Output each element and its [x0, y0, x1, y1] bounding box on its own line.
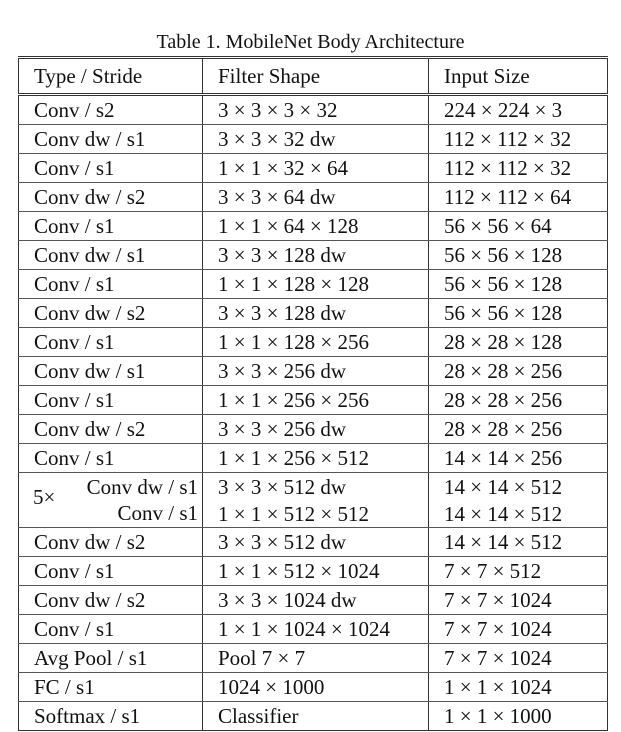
- table-row: [19, 154, 608, 183]
- table-row: [19, 557, 608, 586]
- cell-filter: 3 × 3 × 128 dw: [203, 299, 429, 328]
- cell-filter: 1 × 1 × 256 × 256: [203, 386, 429, 415]
- table-row: [19, 444, 608, 473]
- cell-filter: 3 × 3 × 256 dw: [203, 357, 429, 386]
- table-row: [19, 673, 608, 702]
- table-row: [19, 586, 608, 615]
- header-type-stride: Type / Stride: [19, 58, 203, 95]
- cell-type: Conv dw / s2: [19, 183, 203, 212]
- cell-filter: 1024 × 1000: [203, 673, 429, 702]
- cell-filter: 3 × 3 × 32 dw: [203, 125, 429, 154]
- cell-type: [19, 473, 203, 528]
- table-row: [19, 644, 608, 673]
- cell-type: Conv dw / s2: [19, 528, 203, 557]
- cell-filter: 1 × 1 × 128 × 128: [203, 270, 429, 299]
- cell-input: 1 × 1 × 1024: [429, 673, 608, 702]
- architecture-table: [18, 56, 608, 731]
- cell-type: Conv / s1: [19, 328, 203, 357]
- table-row: [19, 241, 608, 270]
- table-row: [19, 702, 608, 731]
- table-row: [19, 299, 608, 328]
- cell-type: Conv / s1: [19, 212, 203, 241]
- table-row: [19, 328, 608, 357]
- cell-filter: Pool 7 × 7: [203, 644, 429, 673]
- table-row: [19, 95, 608, 125]
- cell-input: 14 × 14 × 512: [429, 528, 608, 557]
- cell-type: Conv / s2: [19, 95, 203, 125]
- table-row: [19, 212, 608, 241]
- cell-input: 224 × 224 × 3: [429, 95, 608, 125]
- cell-input: 56 × 56 × 64: [429, 212, 608, 241]
- cell-type: Conv / s1: [19, 615, 203, 644]
- cell-filter: 3 × 3 × 512 dw: [203, 473, 429, 501]
- cell-filter: 3 × 3 × 256 dw: [203, 415, 429, 444]
- header-input-size: Input Size: [429, 58, 608, 95]
- table-row: [19, 615, 608, 644]
- cell-filter: 3 × 3 × 64 dw: [203, 183, 429, 212]
- cell-filter: 1 × 1 × 64 × 128: [203, 212, 429, 241]
- cell-type: Avg Pool / s1: [19, 644, 203, 673]
- cell-type: Conv / s1: [19, 270, 203, 299]
- cell-type: Conv dw / s1: [19, 241, 203, 270]
- cell-input: 56 × 56 × 128: [429, 270, 608, 299]
- cell-filter: 3 × 3 × 3 × 32: [203, 95, 429, 125]
- header-filter-shape: Filter Shape: [203, 58, 429, 95]
- cell-filter: 3 × 3 × 1024 dw: [203, 586, 429, 615]
- cell-input: 7 × 7 × 1024: [429, 586, 608, 615]
- cell-filter: 1 × 1 × 1024 × 1024: [203, 615, 429, 644]
- cell-filter: 1 × 1 × 512 × 1024: [203, 557, 429, 586]
- cell-type: Conv / s1: [19, 154, 203, 183]
- cell-input: 14 × 14 × 512: [429, 500, 608, 528]
- cell-type: Conv / s1: [19, 386, 203, 415]
- repeat-multiplier-label: 5×: [33, 485, 56, 509]
- cell-filter: 1 × 1 × 128 × 256: [203, 328, 429, 357]
- cell-filter: 1 × 1 × 512 × 512: [203, 500, 429, 528]
- cell-input: 56 × 56 × 128: [429, 241, 608, 270]
- table-row: [19, 357, 608, 386]
- cell-input: 112 × 112 × 32: [429, 125, 608, 154]
- cell-input: 1 × 1 × 1000: [429, 702, 608, 731]
- cell-type: Conv / s1: [19, 557, 203, 586]
- cell-input: 7 × 7 × 1024: [429, 615, 608, 644]
- cell-type: FC / s1: [19, 673, 203, 702]
- cell-filter: Classifier: [203, 702, 429, 731]
- cell-input: 7 × 7 × 1024: [429, 644, 608, 673]
- cell-input: 28 × 28 × 128: [429, 328, 608, 357]
- cell-input: 28 × 28 × 256: [429, 386, 608, 415]
- header-row: [19, 58, 608, 95]
- cell-type: Conv dw / s1: [19, 125, 203, 154]
- cell-filter: 1 × 1 × 256 × 512: [203, 444, 429, 473]
- cell-input: 112 × 112 × 64: [429, 183, 608, 212]
- table-row: [19, 386, 608, 415]
- cell-type: Conv dw / s2: [19, 586, 203, 615]
- table-row: [19, 528, 608, 557]
- cell-input: 14 × 14 × 512: [429, 473, 608, 501]
- cell-filter: 3 × 3 × 512 dw: [203, 528, 429, 557]
- table-row: [19, 125, 608, 154]
- cell-input: 28 × 28 × 256: [429, 415, 608, 444]
- table-row: [19, 183, 608, 212]
- table-row-repeated: [19, 473, 608, 501]
- repeated-type-stride: Conv dw / s1: [86, 475, 198, 499]
- cell-input: 28 × 28 × 256: [429, 357, 608, 386]
- cell-type: Conv dw / s2: [19, 299, 203, 328]
- cell-input: 7 × 7 × 512: [429, 557, 608, 586]
- cell-input: 112 × 112 × 32: [429, 154, 608, 183]
- cell-type: Conv / s1: [19, 444, 203, 473]
- cell-filter: 1 × 1 × 32 × 64: [203, 154, 429, 183]
- table-caption: Table 1. MobileNet Body Architecture: [156, 31, 465, 53]
- cell-filter: 3 × 3 × 128 dw: [203, 241, 429, 270]
- cell-type: Conv dw / s2: [19, 415, 203, 444]
- cell-input: 56 × 56 × 128: [429, 299, 608, 328]
- table-body: [19, 95, 608, 731]
- cell-type: Softmax / s1: [19, 702, 203, 731]
- repeated-type-stride: Conv / s1: [117, 501, 198, 525]
- cell-input: 14 × 14 × 256: [429, 444, 608, 473]
- table-row: [19, 270, 608, 299]
- cell-type: Conv dw / s1: [19, 357, 203, 386]
- table-row: [19, 415, 608, 444]
